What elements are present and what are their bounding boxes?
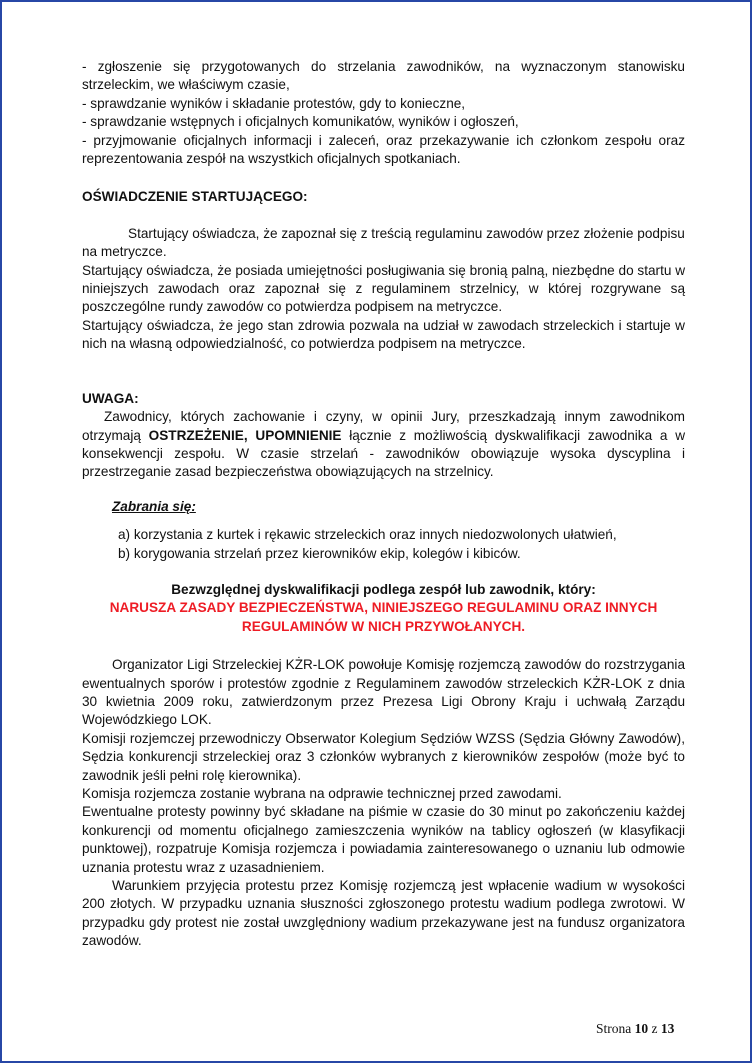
commission-paragraph: Ewentualne protesty powinny być składane na piśmie w czasie do 30 minut po zakończeniu każdej konkurencji od momentu oficjalnego zamieszczenia wyników na tablicy ogłoszeń (w klasyfikacji punktowej), rozpatruje Komisja rozjemcza i powiadamia zainteresowanego o uznaniu lub odmowie uznania protestu wraz z uzasadnieniem. <box>82 804 685 875</box>
declaration-paragraph: Startujący oświadcza, że posiada umiejętności posługiwania się bronią palną, niezbędne do startu w niniejszych zawodach oraz zapoznał się z regulaminem strzelnicy, w której rozgrywane są poszczególne rundy zawodów co potwierdza podpisem na metryczce. <box>82 262 686 315</box>
commission-paragraph: Komisji rozjemczej przewodniczy Obserwator Kolegium Sędziów WZSS (Sędzia Główny Zawodów), Sędzia konkurencji strzeleckiej oraz 3 członków wybranych z kierowników zespołów (może być to zawodnik jeśli pełni rolę kierownika). <box>82 730 685 783</box>
warning-bold-ostrzezenie: OSTRZEŻENIE, <box>148 427 248 443</box>
prohibited-label-text: Zabrania się: <box>112 498 196 514</box>
commission-paragraph: Organizator Ligi Strzeleckiej KŻR-LOK powołuje Komisję rozjemczą zawodów do rozstrzygania ewentualnych sporów i protestów zgodnie z Regulaminem zawodów strzeleckich KŻR-LOK z dnia 30 kwietnia 2009 roku, zatwierdzonym przez Prezesa Ligi Obrony Kraju i uchwałą Zarządu Wojewódzkiego LOK. <box>82 657 685 728</box>
duties-list <box>82 58 685 168</box>
prohibited-label <box>82 498 685 516</box>
duty-item: - sprawdzanie wstępnych i oficjalnych komunikatów, wyników i ogłoszeń, <box>82 114 519 130</box>
commission-paragraph: Warunkiem przyjęcia protestu przez Komisję rozjemczą jest wpłacenie wadium w wysokości 200 złotych. W przypadku uznania słuszności zgłoszonego protestu wadium podlega zwrotowi. W przypadku gdy protest nie został uwzględniony wadium przekazywane jest na fundusz organizatora zawodów. <box>82 878 685 949</box>
warning-heading: UWAGA: <box>82 390 139 406</box>
declaration-paragraph: Startujący oświadcza, że zapoznał się z treścią regulaminu zawodów przez złożenie podpisu na metryczce. <box>82 225 685 260</box>
disqualification-rule-line: REGULAMINÓW W NICH PRZYWOŁANYCH. <box>241 618 526 634</box>
warning-text: Zawodnicy, których zachowanie i czyny, w opinii Jury, przeszkadzają innym zawodnikom otrzymają <box>82 409 685 443</box>
page-number-label: Strona <box>596 1021 632 1036</box>
page-number-current: 10 <box>634 1021 649 1036</box>
duty-item: - sprawdzanie wyników i składanie protestów, gdy to konieczne, <box>82 95 466 111</box>
commission-paragraph: Komisja rozjemcza zostanie wybrana na odprawie technicznej przed zawodami. <box>82 786 562 801</box>
page-number-total: 13 <box>660 1021 675 1036</box>
page-number-of: z <box>651 1021 658 1036</box>
declaration-heading: OŚWIADCZENIE STARTUJĄCEGO: <box>82 189 308 205</box>
page-content <box>82 58 685 951</box>
page-number <box>596 1020 674 1038</box>
warning-paragraph <box>82 408 685 482</box>
disqualification-heading: Bezwzględnej dyskwalifikacji podlega zespół lub zawodnik, który: <box>171 581 596 597</box>
prohibited-item: b) korygowania strzelań przez kierowników ekip, kolegów i kibiców. <box>118 545 521 561</box>
duty-item: - przyjmowanie oficjalnych informacji i zaleceń, oraz przekazywanie ich członkom zespołu oraz reprezentowania zespół na wszystkich oficjalnych spotkaniach. <box>82 132 685 167</box>
warning-text-after: łącznie z możliwością dyskwalifikacji zawodnika a w konsekwencji zespołu. W czasie strzelań - zawodników obowiązuje wysoka dyscyplina i przestrzeganie zasad bezpieczeństwa obowiązujących na strzelnicy. <box>82 427 686 480</box>
duty-item: - zgłoszenie się przygotowanych do strzelania zawodników, na wyznaczonym stanowisku strzeleckim, we właściwym czasie, <box>82 59 685 93</box>
declaration-paragraph: Startujący oświadcza, że jego stan zdrowia pozwala na udział w zawodach strzeleckich i startuje w nich na własną odpowiedzialność, co potwierdza podpisem na metryczce. <box>82 317 685 352</box>
disqualification-rule-line: NARUSZA ZASADY BEZPIECZEŃSTWA, NINIEJSZEGO REGULAMINU ORAZ INNYCH <box>109 600 658 616</box>
prohibited-item: a) korzystania z kurtek i rękawic strzeleckich oraz innych niedozwolonych ułatwień, <box>118 527 617 543</box>
warning-bold-upomnienie: UPOMNIENIE <box>255 427 342 443</box>
